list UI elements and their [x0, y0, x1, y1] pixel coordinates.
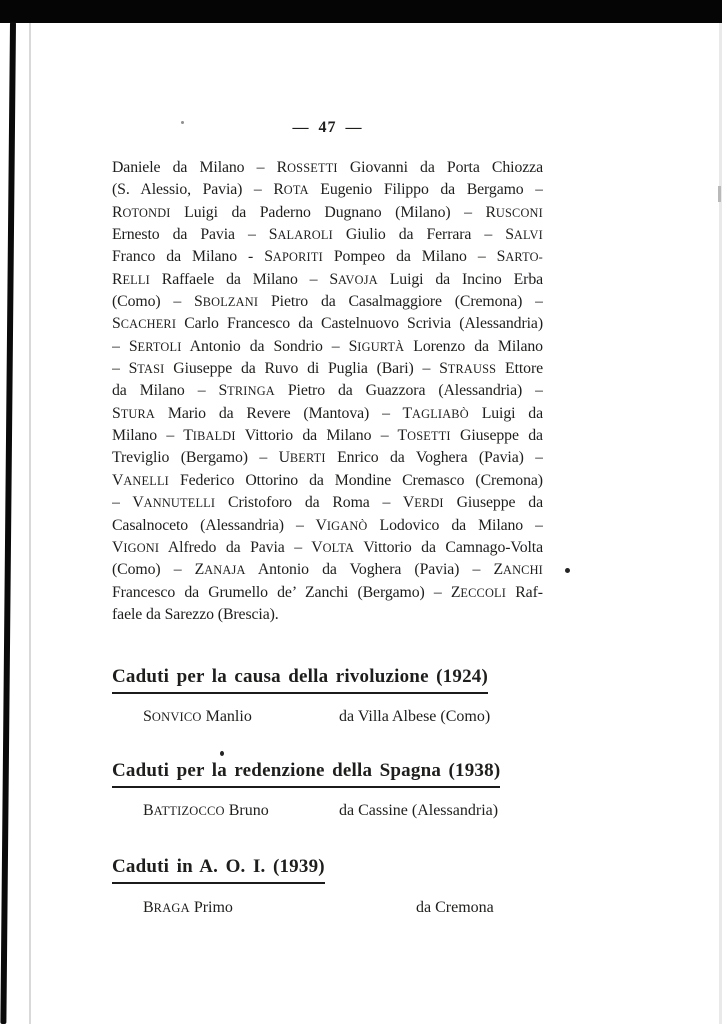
- book-binding-line: [0, 22, 16, 1024]
- person-name: BATTIZOCCO Bruno: [143, 802, 269, 819]
- casualty-entry: [143, 899, 543, 917]
- casualty-entry: [143, 708, 543, 726]
- section-rivoluzione-1924: [112, 666, 543, 726]
- paragraph-line: (Como) – SBOLZANI Pietro da Casalmaggiore (Cremona) –: [112, 293, 543, 311]
- paragraph-line: Daniele da Milano – ROSSETTI Giovanni da Porta Chiozza: [112, 159, 543, 176]
- paragraph-line: Milano – TIBALDI Vittorio da Milano – TOSETTI Giuseppe da: [112, 427, 543, 445]
- person-origin: da Cremona: [416, 899, 494, 916]
- paragraph-line: VANELLI Federico Ottorino da Mondine Cremasco (Cremona): [112, 471, 543, 489]
- page-number: — 47 —: [292, 119, 363, 136]
- section-heading: Caduti per la causa della rivoluzione (1924): [112, 666, 488, 694]
- paragraph-line: – SERTOLI Antonio da Sondrio – SIGURTÀ Lorenzo da Milano: [112, 337, 543, 355]
- paragraph-line: RELLI Raffaele da Milano – SAVOJA Luigi da Incino Erba: [112, 270, 543, 288]
- paragraph-line: Franco da Milano - SAPORITI Pompeo da Milano – SARTO-: [112, 248, 543, 266]
- section-spagna-1938: [112, 760, 543, 820]
- section-aoi-1939: [112, 856, 543, 917]
- paragraph-line: Casalnoceto (Alessandria) – VIGANÒ Lodovico da Milano –: [112, 516, 543, 534]
- person-name: BRAGA Primo: [143, 899, 233, 916]
- fallen-names-paragraph: [112, 157, 543, 626]
- paragraph-line: VIGONI Alfredo da Pavia – VOLTA Vittorio da Camnago-Volta: [112, 538, 543, 556]
- book-binding-line-secondary: [29, 23, 31, 1024]
- paragraph-line: Francesco da Grumello de’ Zanchi (Bergamo) – ZECCOLI Raf-: [112, 583, 543, 601]
- paragraph-line: STURA Mario da Revere (Mantova) – TAGLIABÒ Luigi da: [112, 404, 543, 422]
- paragraph-line: ROTONDI Luigi da Paderno Dugnano (Milano) – RUSCONI: [112, 203, 543, 221]
- paragraph-line: SCACHERI Carlo Francesco da Castelnuovo Scrivia (Alessandria): [112, 315, 543, 333]
- paragraph-line: (Como) – ZANAJA Antonio da Voghera (Pavia) – ZANCHI: [112, 561, 543, 579]
- section-heading: Caduti in A. O. I. (1939): [112, 856, 325, 884]
- casualty-entry: [143, 802, 543, 820]
- ink-dot: [565, 568, 570, 573]
- paragraph-line: faele da Sarezzo (Brescia).: [112, 605, 279, 623]
- paragraph-line: – STASI Giuseppe da Ruvo di Puglia (Bari) – STRAUSS Ettore: [112, 360, 543, 378]
- person-origin: da Cassine (Alessandria): [339, 802, 499, 819]
- paragraph-line: Treviglio (Bergamo) – UBERTI Enrico da Voghera (Pavia) –: [112, 449, 543, 467]
- scan-mark-right: [718, 186, 721, 202]
- paragraph-line: – VANNUTELLI Cristoforo da Roma – VERDI Giuseppe da: [112, 494, 543, 512]
- scan-edge-top-band: [0, 0, 722, 23]
- ink-dot: [220, 751, 224, 756]
- paragraph-line: Ernesto da Pavia – SALAROLI Giulio da Ferrara – SALVI: [112, 226, 543, 244]
- person-origin: da Villa Albese (Como): [339, 708, 491, 725]
- section-heading: Caduti per la redenzione della Spagna (1938): [112, 760, 500, 788]
- person-name: SONVICO Manlio: [143, 708, 252, 725]
- paragraph-line: (S. Alessio, Pavia) – ROTA Eugenio Filippo da Bergamo –: [112, 181, 543, 199]
- paragraph-line: da Milano – STRINGA Pietro da Guazzora (Alessandria) –: [112, 382, 543, 400]
